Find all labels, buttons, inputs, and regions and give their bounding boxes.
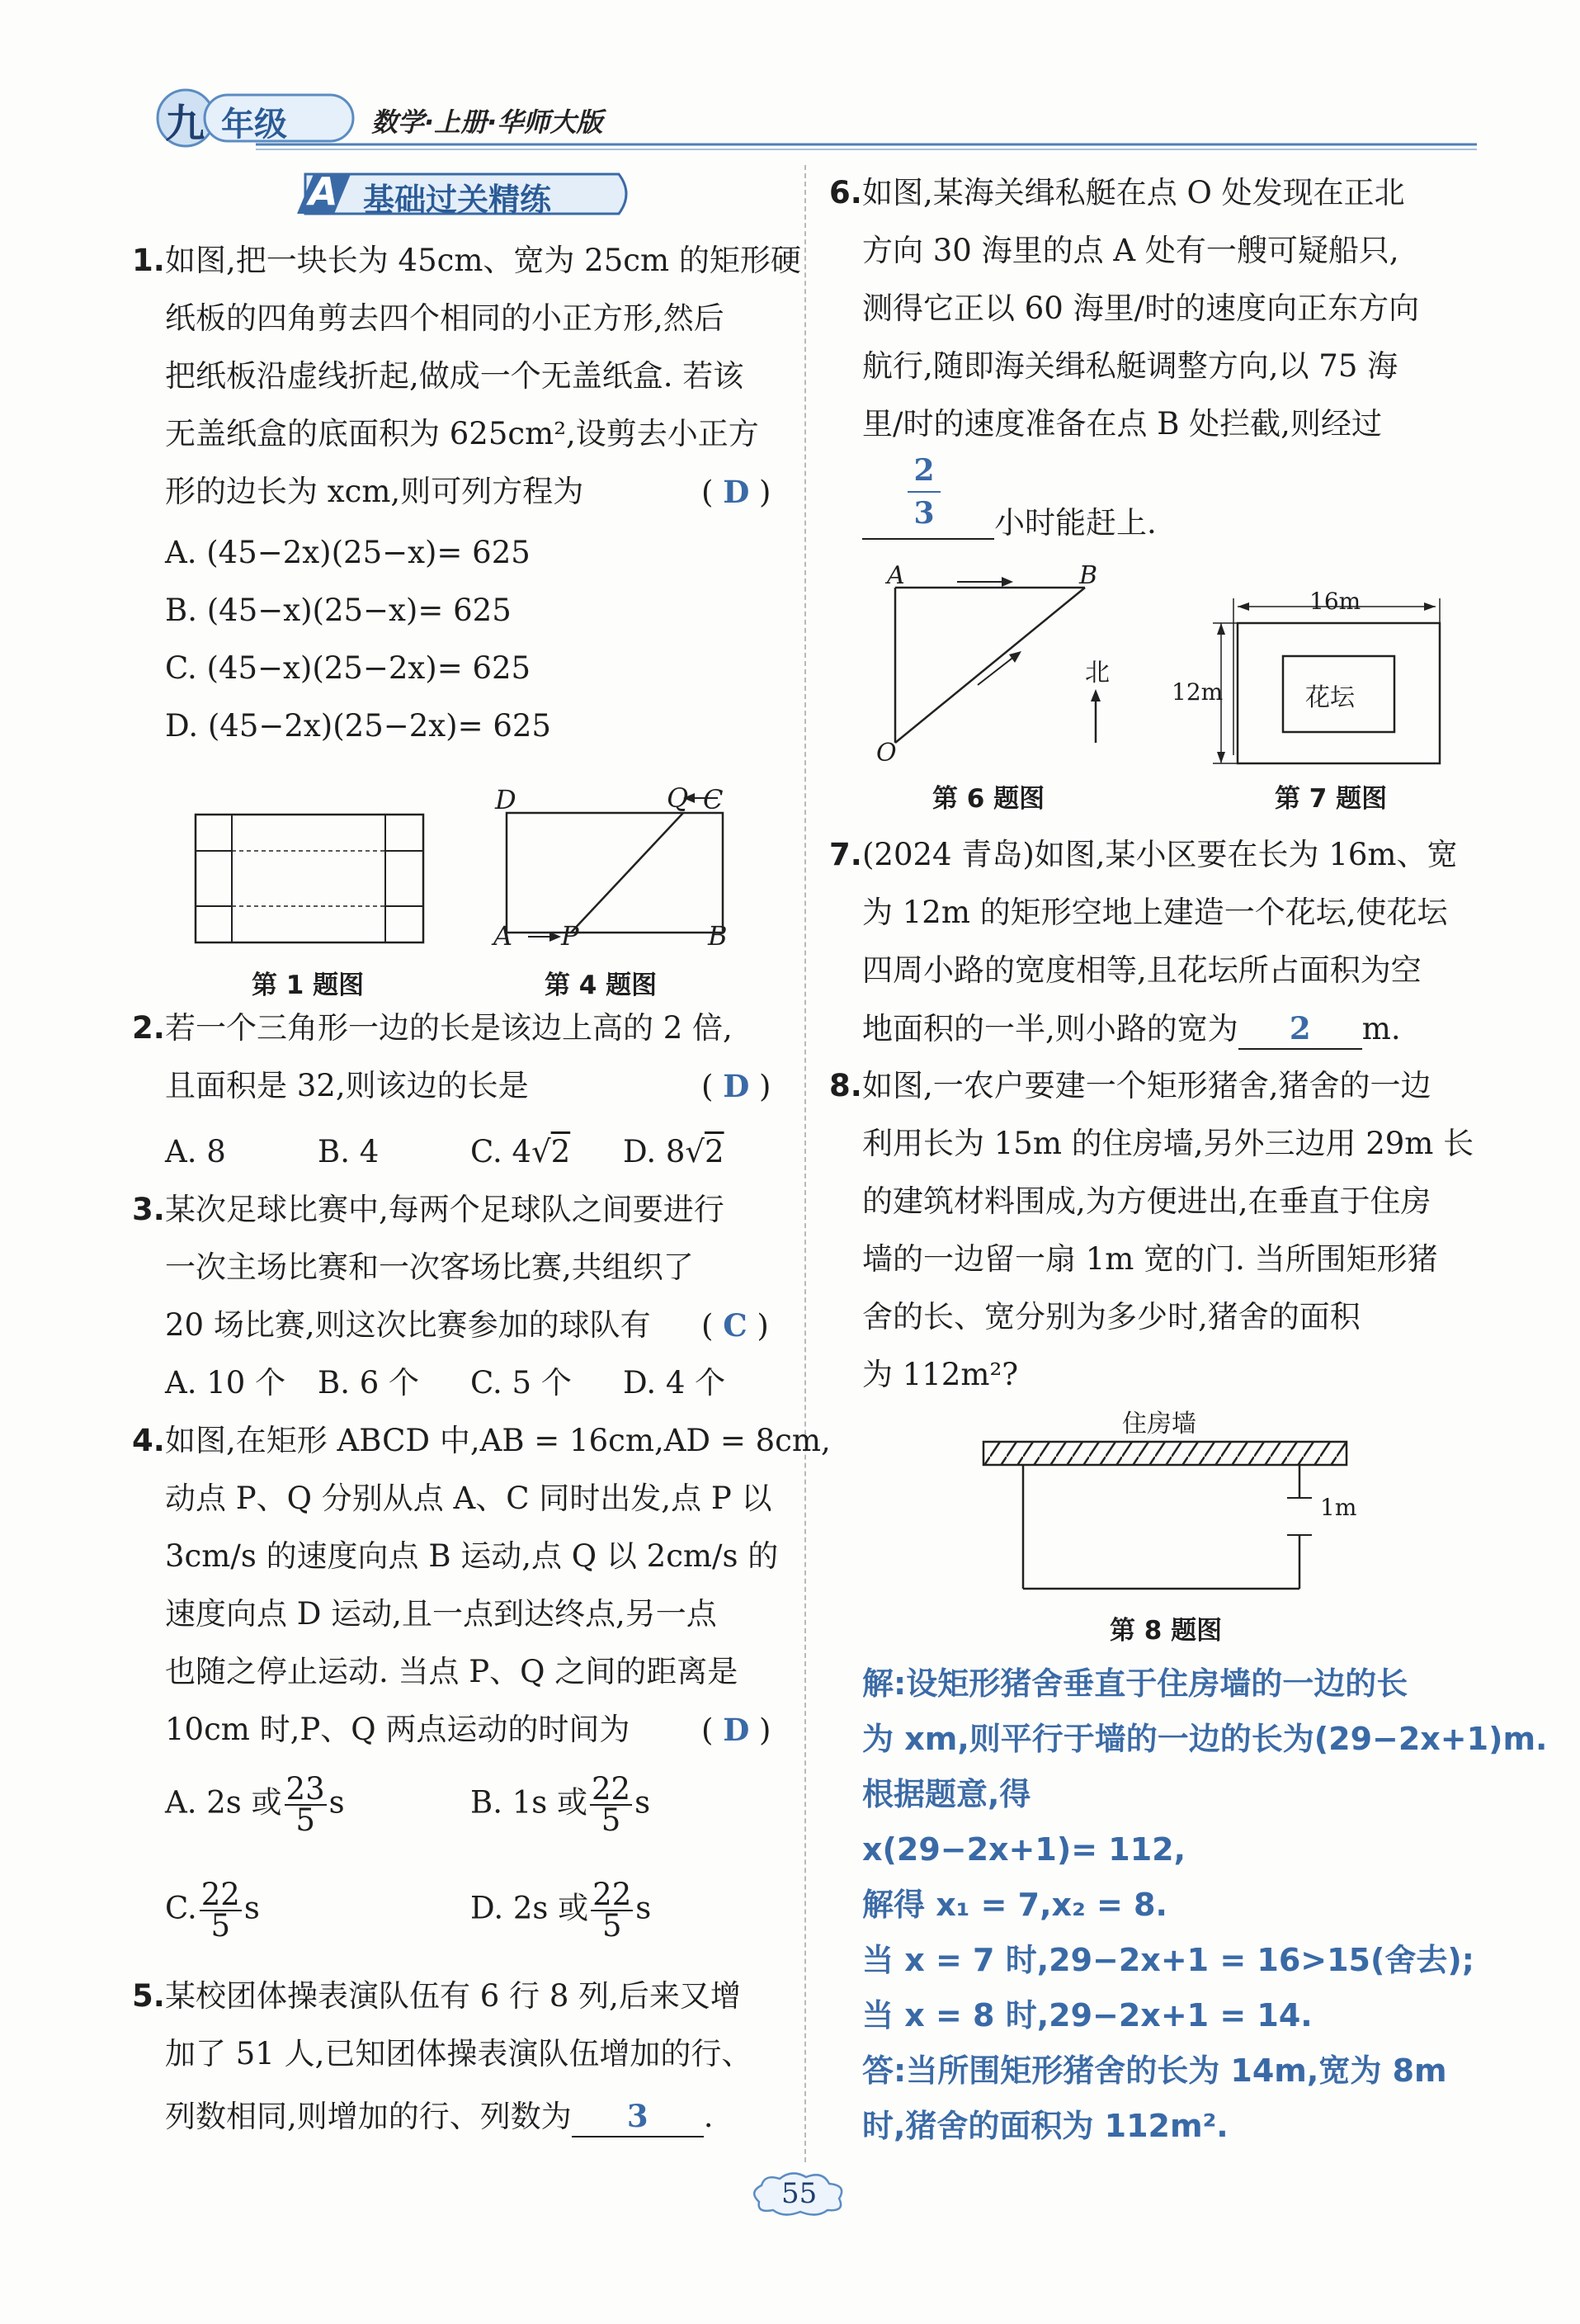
- q7-answer: 2: [1238, 1008, 1362, 1050]
- q6-fig-label-north: 北: [1085, 659, 1110, 687]
- q8-solution-line-8: 答:当所围矩形猪舍的长为 14m,宽为 8m: [862, 2052, 1447, 2089]
- q3-line-1: 某次足球比赛中,每两个足球队之间要进行: [165, 1192, 724, 1227]
- q3-option-a: A. 10 个: [165, 1365, 286, 1401]
- q4-option-c-fraction: $\frac{22}{5}$: [200, 1877, 240, 1944]
- q6-answer-blank: [862, 538, 994, 540]
- q7-fig-bed: 花坛: [1305, 683, 1355, 712]
- q2-option-d-radical: √2: [685, 1134, 724, 1169]
- q1-line-1: 如图,把一块长为 45cm、宽为 25cm 的矩形硬: [165, 243, 801, 278]
- q2-option-c: C. 4: [470, 1134, 532, 1169]
- q1-line-4: 无盖纸盒的底面积为 625cm²,设剪去小正方: [165, 416, 759, 451]
- q4-line-2: 动点 P、Q 分别从点 A、C 同时出发,点 P 以: [165, 1481, 772, 1516]
- q4-figure-caption: 第 4 题图: [545, 971, 658, 1000]
- q4-line-3: 3cm/s 的速度向点 B 运动,点 Q 以 2cm/s 的: [165, 1538, 779, 1574]
- q1-answer: D: [723, 474, 750, 510]
- q8-solution-line-6: 当 x = 7 时,29−2x+1 = 16>15(舍去);: [862, 1942, 1474, 1978]
- q8-figure-caption: 第 8 题图: [1110, 1616, 1223, 1646]
- q4-line-6: 10cm 时,P、Q 两点运动的时间为: [165, 1712, 630, 1747]
- q8-solution-line-3: 根据题意,得: [862, 1776, 1031, 1812]
- q4-fig-label-a: A: [493, 920, 513, 952]
- q2-answer: D: [723, 1068, 750, 1104]
- q4-option-a: A. 2s 或 $\frac{23}{5}$ s: [165, 1771, 345, 1838]
- q4-fig-label-d: D: [495, 784, 516, 815]
- q6-number: 6.: [829, 175, 862, 210]
- q5-answer: 3: [572, 2096, 704, 2137]
- q8-solution-line-5: 解得 x₁ = 7,x₂ = 8.: [862, 1887, 1167, 1923]
- q1-figure: [194, 813, 425, 945]
- q4-option-d: D. 2s 或 $\frac{22}{5}$ s: [470, 1877, 652, 1944]
- q4-option-b-fraction: $\frac{22}{5}$: [592, 1771, 631, 1838]
- q8-line-6: 为 112m²?: [862, 1357, 1019, 1392]
- q4-option-a-fraction: $\frac{23}{5}$: [285, 1771, 325, 1838]
- q8-solution-line-9: 时,猪舍的面积为 112m².: [862, 2108, 1229, 2144]
- q1-figure-caption: 第 1 题图: [252, 971, 365, 1000]
- q6-fig-label-b: B: [1079, 561, 1098, 590]
- q6-line-5: 里/时的速度准备在点 B 处拦截,则经过: [862, 406, 1382, 442]
- q7-line-4: 地面积的一半,则小路的宽为 2 m.: [862, 1008, 1401, 1050]
- q1-option-c: C. (45−x)(25−2x)= 625: [165, 650, 531, 686]
- page-number-cloud: [747, 2169, 854, 2218]
- q3-number: 3.: [132, 1192, 165, 1227]
- q1-number: 1.: [132, 243, 165, 278]
- q4-option-d-fraction: $\frac{22}{5}$: [592, 1877, 632, 1944]
- q6-line-1: 如图,某海关缉私艇在点 O 处发现在正北: [862, 175, 1405, 210]
- q2-option-a: A. 8: [165, 1134, 226, 1169]
- column-divider: [804, 165, 806, 2162]
- q3-line-2: 一次主场比赛和一次客场比赛,共组织了: [165, 1249, 694, 1285]
- q8-solution-line-1: 解:设矩形猪舍垂直于住房墙的一边的长: [862, 1665, 1408, 1702]
- q6-answer-fraction: 2 3: [908, 450, 941, 534]
- header-decoration: [124, 87, 1477, 153]
- q2-line-2: 且面积是 32,则该边的长是: [165, 1068, 529, 1103]
- q4-line-1: 如图,在矩形 ABCD 中,AB = 16cm,AD = 8cm,: [165, 1423, 831, 1458]
- q4-number: 4.: [132, 1423, 165, 1458]
- q1-line-5: 形的边长为 xcm,则可列方程为: [165, 474, 584, 509]
- q5-line-2: 加了 51 人,已知团体操表演队伍增加的行、: [165, 2036, 752, 2071]
- q5-line-3: 列数相同,则增加的行、列数为 3 .: [165, 2096, 714, 2137]
- q8-line-1: 如图,一农户要建一个矩形猪舍,猪舍的一边: [862, 1068, 1431, 1103]
- q7-line-1: (2024 青岛)如图,某小区要在长为 16m、宽: [862, 837, 1458, 872]
- q2-option-b: B. 4: [318, 1134, 380, 1169]
- q6-fig-label-a: A: [887, 561, 905, 590]
- q8-line-4: 墙的一边留一扇 1m 宽的门. 当所围矩形猪: [862, 1241, 1438, 1277]
- q2-answer-bracket: ( D ): [701, 1068, 771, 1104]
- q6-line-4: 航行,随即海关缉私艇调整方向,以 75 海: [862, 348, 1398, 384]
- q4-answer: D: [723, 1712, 750, 1748]
- header-grade-char: 九: [165, 101, 205, 147]
- q6-line-3: 测得它正以 60 海里/时的速度向正东方向: [862, 290, 1420, 326]
- q1-line-2: 纸板的四角剪去四个相同的小正方形,然后: [165, 300, 724, 336]
- section-badge: A: [309, 169, 338, 214]
- q4-fig-label-p: P: [561, 920, 579, 952]
- q1-answer-bracket: ( D ): [701, 474, 771, 510]
- q8-solution-line-2: 为 xm,则平行于墙的一边的长为(29−2x+1)m.: [862, 1721, 1548, 1757]
- q2-option-d-radicand: 2: [705, 1134, 724, 1169]
- q4-fig-label-q: Q: [667, 782, 689, 814]
- q6-tail: 小时能赶上.: [994, 505, 1157, 541]
- q6-figure-caption: 第 6 题图: [932, 784, 1045, 814]
- q4-option-c: C. $\frac{22}{5}$ s: [165, 1877, 260, 1944]
- q4-fig-label-c: C: [703, 784, 724, 815]
- q7-fig-width: 16m: [1309, 588, 1361, 615]
- q1-option-a: A. (45−2x)(25−x)= 625: [165, 535, 531, 570]
- q2-option-c-radical: √2: [531, 1134, 571, 1169]
- q8-fig-wall-label: 住房墙: [1122, 1410, 1196, 1438]
- q3-option-d: D. 4 个: [623, 1365, 726, 1401]
- q3-option-c: C. 5 个: [470, 1365, 572, 1401]
- q4-line-5: 也随之停止运动. 当点 P、Q 之间的距离是: [165, 1654, 738, 1689]
- q8-line-3: 的建筑材料围成,为方便进出,在垂直于住房: [862, 1183, 1431, 1219]
- q8-figure: [974, 1432, 1361, 1601]
- q4-fig-label-b: B: [708, 920, 728, 952]
- q8-line-5: 舍的长、宽分别为多少时,猪舍的面积: [862, 1299, 1361, 1334]
- q8-solution-line-7: 当 x = 8 时,29−2x+1 = 14.: [862, 1997, 1313, 2034]
- q8-line-2: 利用长为 15m 的住房墙,另外三边用 29m 长: [862, 1126, 1474, 1161]
- section-banner: [289, 169, 635, 219]
- q6-fig-label-o: O: [876, 739, 897, 768]
- q1-line-3: 把纸板沿虚线折起,做成一个无盖纸盒. 若该: [165, 358, 744, 394]
- q4-answer-bracket: ( D ): [701, 1712, 771, 1748]
- q7-line-3: 四周小路的宽度相等,且花坛所占面积为空: [862, 952, 1422, 988]
- q3-option-b: B. 6 个: [318, 1365, 420, 1401]
- q3-answer-bracket: ( C ): [701, 1307, 769, 1344]
- q7-line-2: 为 12m 的矩形空地上建造一个花坛,使花坛: [862, 895, 1448, 930]
- q4-option-b: B. 1s 或 $\frac{22}{5}$ s: [470, 1771, 651, 1838]
- q5-number: 5.: [132, 1978, 165, 2014]
- q2-line-1: 若一个三角形一边的长是该边上高的 2 倍,: [165, 1010, 733, 1046]
- q7-figure-caption: 第 7 题图: [1275, 784, 1388, 814]
- q8-fig-door-label: 1m: [1320, 1494, 1357, 1521]
- q5-line-1: 某校团体操表演队伍有 6 行 8 列,后来又增: [165, 1978, 741, 2014]
- header-grade-rest: 年级: [221, 106, 287, 144]
- section-title: 基础过关精练: [363, 182, 552, 218]
- q8-solution-line-4: x(29−2x+1)= 112,: [862, 1831, 1186, 1868]
- q2-option-d-wrap: [623, 1132, 724, 1172]
- q7-fig-height: 12m: [1172, 678, 1224, 706]
- q2-option-c-radicand: 2: [550, 1134, 571, 1169]
- q3-answer: C: [723, 1307, 748, 1344]
- q2-number: 2.: [132, 1010, 165, 1046]
- page-number: 55: [781, 2177, 818, 2210]
- q6-line-2: 方向 30 海里的点 A 处有一艘可疑船只,: [862, 233, 1399, 268]
- q3-line-3: 20 场比赛,则这次比赛参加的球队有: [165, 1307, 651, 1343]
- q8-number: 8.: [829, 1068, 862, 1103]
- q1-option-b: B. (45−x)(25−x)= 625: [165, 593, 512, 628]
- q2-option-c-wrap: [470, 1132, 570, 1172]
- q7-number: 7.: [829, 837, 862, 872]
- header-subtitle: 数学·上册·华师大版: [371, 106, 603, 138]
- page-header: [124, 87, 1477, 153]
- q1-option-d: D. (45−2x)(25−2x)= 625: [165, 708, 551, 744]
- q2-option-d: D. 8: [623, 1134, 686, 1169]
- q4-line-4: 速度向点 D 运动,且一点到达终点,另一点: [165, 1596, 717, 1632]
